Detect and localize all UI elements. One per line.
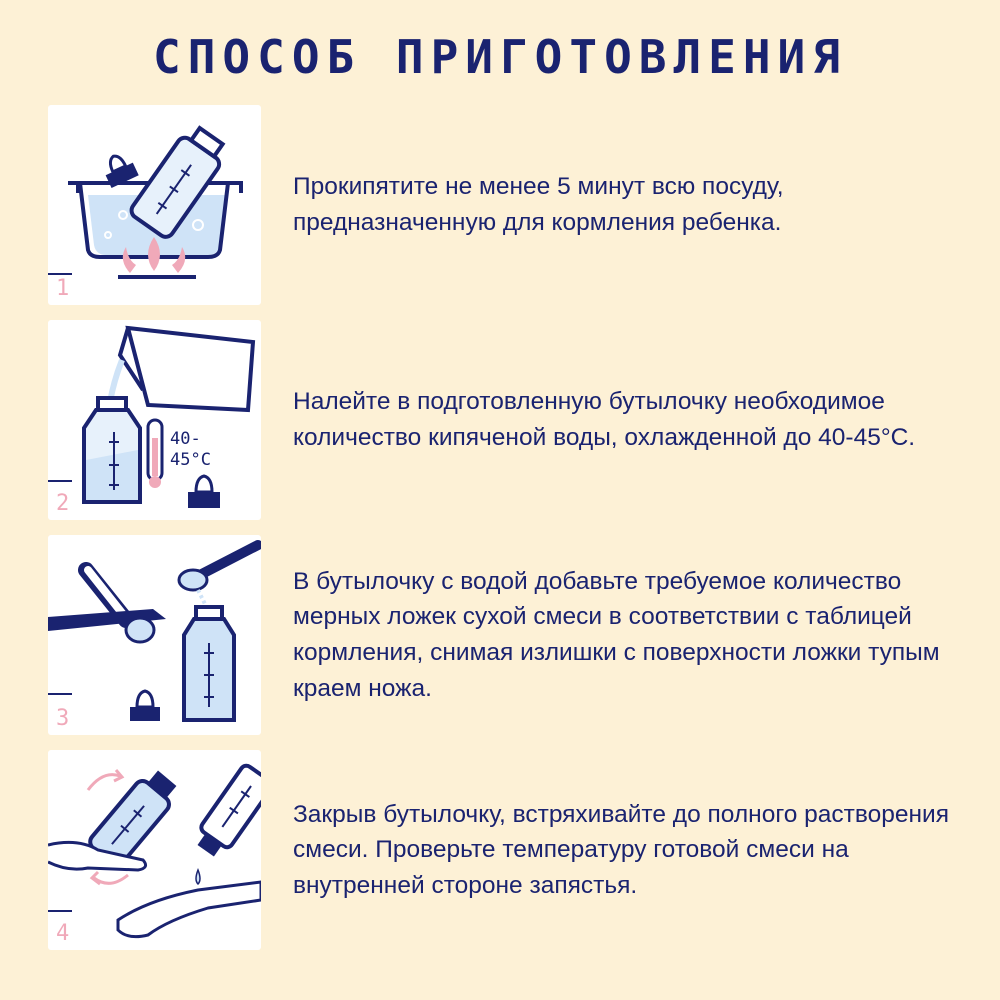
step-text <box>293 105 953 305</box>
step-text <box>293 535 953 735</box>
step-4 <box>48 750 953 950</box>
step-number-line <box>48 273 72 275</box>
step-2-text: Налейте в подготовленную бутылочку необходимое количество кипяченой воды, охлажденной до 40-45°C. <box>293 388 916 451</box>
step-text <box>293 320 953 520</box>
step-2 <box>48 320 953 520</box>
step-number: 4 <box>56 921 70 946</box>
step-4-text: Закрыв бутылочку, встряхивайте до полного растворения смеси. Проверьте температуру готовой смеси на внутренней стороне запястья. <box>293 800 949 899</box>
step-number: 2 <box>56 491 70 516</box>
kettle-pour-thermometer-icon <box>48 320 261 520</box>
step-1 <box>48 105 953 305</box>
step-3-illustration <box>48 535 261 735</box>
step-3 <box>48 535 953 735</box>
step-number: 1 <box>56 276 70 301</box>
step-1-illustration <box>48 105 261 305</box>
step-text <box>293 750 953 950</box>
step-number: 3 <box>56 706 70 731</box>
spoon-knife-bottle-icon <box>48 535 261 735</box>
step-number-line <box>48 910 72 912</box>
page-title: СПОСОБ ПРИГОТОВЛЕНИЯ <box>153 30 847 84</box>
step-4-illustration <box>48 750 261 950</box>
step-2-illustration <box>48 320 261 520</box>
shake-bottle-wrist-test-icon <box>48 750 261 950</box>
step-number-line <box>48 693 72 695</box>
step-number-line <box>48 480 72 482</box>
pot-boiling-bottle-icon <box>48 105 261 305</box>
step-3-text: В бутылочку с водой добавьте требуемое количество мерных ложек сухой смеси в соответствии с таблицей кормления, снимая излишки с поверхности ложки тупым краем ножа. <box>293 567 940 702</box>
step-1-text: Прокипятите не менее 5 минут всю посуду, предназначенную для кормления ребенка. <box>293 173 784 236</box>
thermometer-label: 40- 45°C <box>170 429 211 470</box>
